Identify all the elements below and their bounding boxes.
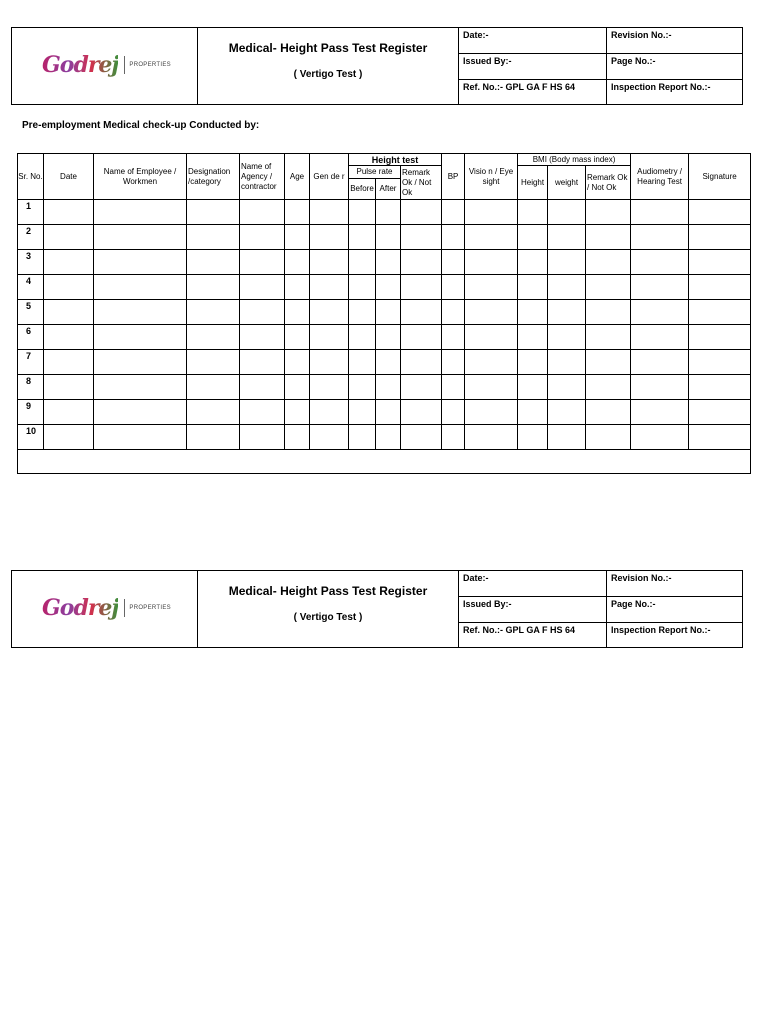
table-cell[interactable] [310, 325, 349, 350]
col-bp: BP [442, 154, 465, 200]
col-signature: Signature [689, 154, 751, 200]
logo-cell [12, 571, 198, 648]
row-number: 6 [18, 325, 44, 350]
table-cell[interactable] [548, 250, 586, 275]
logo-divider [124, 599, 125, 617]
table-cell[interactable] [44, 400, 94, 425]
table-cell[interactable] [376, 200, 401, 225]
row-number: 10 [18, 425, 44, 450]
table-cell[interactable] [240, 425, 285, 450]
table-cell[interactable] [518, 375, 548, 400]
table-cell[interactable] [465, 375, 518, 400]
table-cell[interactable] [401, 275, 442, 300]
table-cell[interactable] [465, 250, 518, 275]
table-cell[interactable] [689, 300, 751, 325]
table-cell[interactable] [548, 325, 586, 350]
col-date: Date [44, 154, 94, 200]
table-cell[interactable] [631, 375, 689, 400]
table-cell[interactable] [442, 350, 465, 375]
table-cell[interactable] [94, 425, 187, 450]
table-cell[interactable] [285, 250, 310, 275]
table-row [18, 400, 751, 425]
row-number: 4 [18, 275, 44, 300]
table-cell[interactable] [586, 275, 631, 300]
date-field[interactable]: Date:- [459, 28, 607, 54]
table-cell[interactable] [376, 325, 401, 350]
table-cell[interactable] [44, 300, 94, 325]
table-cell[interactable] [44, 325, 94, 350]
logo-subtext: PROPERTIES [129, 605, 171, 611]
register-table [17, 153, 751, 474]
register-subtitle: ( Vertigo Test ) [293, 69, 363, 80]
header-block-1 [11, 27, 743, 105]
col-audiometry: Audiometry / Hearing Test [631, 154, 689, 200]
table-cell[interactable] [586, 425, 631, 450]
table-cell[interactable] [518, 425, 548, 450]
row-number: 5 [18, 300, 44, 325]
table-cell[interactable] [631, 425, 689, 450]
table-cell[interactable] [586, 300, 631, 325]
table-cell[interactable] [376, 375, 401, 400]
title-cell [198, 571, 459, 648]
col-age: Age [285, 154, 310, 200]
table-cell[interactable] [689, 225, 751, 250]
register-title: Medical- Height Pass Test Register [228, 41, 428, 55]
table-cell[interactable] [689, 325, 751, 350]
logo-cell [12, 28, 198, 105]
revision-field[interactable]: Revision No.:- [607, 28, 743, 54]
table-cell[interactable] [285, 225, 310, 250]
table-cell[interactable] [187, 250, 240, 275]
conducted-by-label: Pre-employment Medical check-up Conducted by: [22, 120, 260, 131]
table-cell[interactable] [310, 400, 349, 425]
row-number: 3 [18, 250, 44, 275]
table-cell[interactable] [285, 200, 310, 225]
table-cell[interactable] [310, 350, 349, 375]
table-cell[interactable] [401, 325, 442, 350]
table-cell[interactable] [44, 200, 94, 225]
table-cell[interactable] [401, 375, 442, 400]
table-cell[interactable] [349, 375, 376, 400]
table-cell[interactable] [44, 225, 94, 250]
table-cell[interactable] [285, 375, 310, 400]
row-number: 2 [18, 225, 44, 250]
table-cell[interactable] [631, 325, 689, 350]
col-remark-height: Remark Ok / Not Ok [401, 166, 442, 200]
table-cell[interactable] [187, 275, 240, 300]
table-cell[interactable] [548, 350, 586, 375]
table-cell[interactable] [465, 425, 518, 450]
col-agency: Name of Agency / contractor [240, 154, 285, 200]
table-cell[interactable] [465, 325, 518, 350]
table-cell[interactable] [44, 375, 94, 400]
table-row [18, 375, 751, 400]
table-cell[interactable] [586, 200, 631, 225]
table-cell[interactable] [689, 350, 751, 375]
row-number: 9 [18, 400, 44, 425]
col-sr-no: Sr. No. [18, 154, 44, 200]
table-cell[interactable] [465, 225, 518, 250]
footer-cell[interactable] [18, 450, 751, 474]
table-cell[interactable] [349, 225, 376, 250]
table-cell[interactable] [689, 425, 751, 450]
table-cell[interactable] [44, 425, 94, 450]
table-cell[interactable] [442, 400, 465, 425]
table-cell[interactable] [376, 275, 401, 300]
logo-subtext: PROPERTIES [129, 62, 171, 68]
godrej-logo [42, 595, 171, 621]
table-cell[interactable] [548, 225, 586, 250]
table-cell[interactable] [442, 250, 465, 275]
table-cell[interactable] [376, 400, 401, 425]
table-cell[interactable] [376, 300, 401, 325]
table-cell[interactable] [310, 425, 349, 450]
table-cell[interactable] [240, 300, 285, 325]
table-cell[interactable] [240, 275, 285, 300]
register-title: Medical- Height Pass Test Register [228, 584, 428, 598]
table-cell[interactable] [187, 325, 240, 350]
row-number: 8 [18, 375, 44, 400]
page-no-field[interactable]: Page No.:- [607, 597, 743, 623]
table-cell[interactable] [401, 225, 442, 250]
col-pulse-before: Before [349, 179, 376, 200]
table-cell[interactable] [401, 350, 442, 375]
table-row [18, 300, 751, 325]
title-cell [198, 28, 459, 105]
table-cell[interactable] [187, 225, 240, 250]
table-cell[interactable] [518, 225, 548, 250]
table-cell[interactable] [349, 400, 376, 425]
table-cell[interactable] [586, 375, 631, 400]
table-cell[interactable] [548, 375, 586, 400]
table-cell[interactable] [465, 400, 518, 425]
table-cell[interactable] [631, 300, 689, 325]
table-cell[interactable] [631, 250, 689, 275]
header-block-2 [11, 570, 743, 648]
logo-divider [124, 56, 125, 74]
table-cell[interactable] [310, 275, 349, 300]
table-cell[interactable] [376, 250, 401, 275]
table-cell[interactable] [376, 225, 401, 250]
table-cell[interactable] [401, 300, 442, 325]
table-cell[interactable] [285, 300, 310, 325]
col-bmi-weight: weight [548, 166, 586, 200]
table-cell[interactable] [310, 250, 349, 275]
table-cell[interactable] [94, 350, 187, 375]
ref-no-field: Ref. No.:- GPL GA F HS 64 [459, 623, 607, 648]
table-cell[interactable] [44, 350, 94, 375]
col-remark-bmi: Remark Ok / Not Ok [586, 166, 631, 200]
table-cell[interactable] [586, 250, 631, 275]
table-cell[interactable] [548, 275, 586, 300]
table-cell[interactable] [465, 275, 518, 300]
table-cell[interactable] [401, 250, 442, 275]
col-vision: Visio n / Eye sight [465, 154, 518, 200]
table-cell[interactable] [94, 275, 187, 300]
col-pulse-rate: Pulse rate [349, 166, 401, 179]
col-bmi-height: Height [518, 166, 548, 200]
logo-script: Godrej [42, 52, 119, 78]
table-cell[interactable] [44, 275, 94, 300]
table-cell[interactable] [349, 250, 376, 275]
table-cell[interactable] [442, 200, 465, 225]
table-cell[interactable] [310, 300, 349, 325]
table-cell[interactable] [94, 250, 187, 275]
issued-by-field[interactable]: Issued By:- [459, 597, 607, 623]
table-cell[interactable] [349, 275, 376, 300]
table-cell[interactable] [518, 400, 548, 425]
table-cell[interactable] [518, 325, 548, 350]
table-cell[interactable] [689, 400, 751, 425]
date-field[interactable]: Date:- [459, 571, 607, 597]
table-cell[interactable] [548, 200, 586, 225]
table-cell[interactable] [187, 400, 240, 425]
table-cell[interactable] [518, 250, 548, 275]
table-cell[interactable] [376, 425, 401, 450]
table-row [18, 200, 751, 225]
ref-no-field: Ref. No.:- GPL GA F HS 64 [459, 80, 607, 105]
table-cell[interactable] [548, 400, 586, 425]
table-cell[interactable] [44, 250, 94, 275]
inspection-report-field[interactable]: Inspection Report No.:- [607, 623, 743, 648]
table-cell[interactable] [631, 275, 689, 300]
table-cell[interactable] [310, 375, 349, 400]
table-cell[interactable] [349, 300, 376, 325]
table-cell[interactable] [349, 425, 376, 450]
table-row [18, 225, 751, 250]
register-subtitle: ( Vertigo Test ) [293, 612, 363, 623]
table-cell[interactable] [586, 225, 631, 250]
revision-field[interactable]: Revision No.:- [607, 571, 743, 597]
col-employee-name: Name of Employee / Workmen [94, 154, 187, 200]
table-cell[interactable] [689, 250, 751, 275]
table-cell[interactable] [94, 400, 187, 425]
table-cell[interactable] [442, 375, 465, 400]
table-cell[interactable] [310, 200, 349, 225]
table-cell[interactable] [240, 200, 285, 225]
table-row [18, 325, 751, 350]
table-cell[interactable] [442, 300, 465, 325]
godrej-logo [42, 52, 171, 78]
table-row [18, 250, 751, 275]
table-cell[interactable] [349, 325, 376, 350]
logo-script: Godrej [42, 595, 119, 621]
table-cell[interactable] [94, 200, 187, 225]
table-cell[interactable] [518, 275, 548, 300]
col-pulse-after: After [376, 179, 401, 200]
table-cell[interactable] [285, 325, 310, 350]
table-cell[interactable] [689, 200, 751, 225]
table-cell[interactable] [376, 350, 401, 375]
table-cell[interactable] [401, 425, 442, 450]
table-cell[interactable] [442, 275, 465, 300]
table-row [18, 425, 751, 450]
table-cell[interactable] [240, 225, 285, 250]
page-no-field[interactable]: Page No.:- [607, 54, 743, 80]
inspection-report-field[interactable]: Inspection Report No.:- [607, 80, 743, 105]
table-cell[interactable] [187, 200, 240, 225]
table-cell[interactable] [349, 350, 376, 375]
table-cell[interactable] [94, 375, 187, 400]
table-cell[interactable] [465, 350, 518, 375]
table-cell[interactable] [94, 325, 187, 350]
table-cell[interactable] [465, 200, 518, 225]
table-cell[interactable] [631, 400, 689, 425]
table-cell[interactable] [631, 350, 689, 375]
table-cell[interactable] [401, 200, 442, 225]
table-cell[interactable] [240, 400, 285, 425]
table-cell[interactable] [285, 350, 310, 375]
table-row [18, 275, 751, 300]
table-cell[interactable] [442, 225, 465, 250]
table-cell[interactable] [240, 350, 285, 375]
table-cell[interactable] [187, 425, 240, 450]
col-bmi: BMI (Body mass index) [518, 154, 631, 166]
table-cell[interactable] [187, 375, 240, 400]
table-cell[interactable] [349, 200, 376, 225]
table-cell[interactable] [586, 325, 631, 350]
table-cell[interactable] [631, 200, 689, 225]
table-cell[interactable] [187, 300, 240, 325]
issued-by-field[interactable]: Issued By:- [459, 54, 607, 80]
table-cell[interactable] [518, 300, 548, 325]
table-cell[interactable] [94, 300, 187, 325]
table-cell[interactable] [240, 375, 285, 400]
col-gender: Gen de r [310, 154, 349, 200]
table-cell[interactable] [285, 400, 310, 425]
table-row [18, 350, 751, 375]
table-cell[interactable] [285, 425, 310, 450]
table-cell[interactable] [586, 400, 631, 425]
table-cell[interactable] [442, 425, 465, 450]
table-cell[interactable] [586, 350, 631, 375]
table-cell[interactable] [631, 225, 689, 250]
table-cell[interactable] [518, 350, 548, 375]
table-cell[interactable] [94, 225, 187, 250]
table-cell[interactable] [310, 225, 349, 250]
table-cell[interactable] [689, 275, 751, 300]
table-cell[interactable] [689, 375, 751, 400]
row-number: 1 [18, 200, 44, 225]
row-number: 7 [18, 350, 44, 375]
table-cell[interactable] [240, 325, 285, 350]
table-cell[interactable] [240, 250, 285, 275]
table-cell[interactable] [518, 200, 548, 225]
table-cell[interactable] [187, 350, 240, 375]
table-cell[interactable] [442, 325, 465, 350]
table-cell[interactable] [285, 275, 310, 300]
table-cell[interactable] [548, 300, 586, 325]
table-footer-row [18, 450, 751, 474]
col-height-test: Height test [349, 154, 442, 166]
table-cell[interactable] [548, 425, 586, 450]
table-cell[interactable] [401, 400, 442, 425]
table-cell[interactable] [465, 300, 518, 325]
col-designation: Designation /category [187, 154, 240, 200]
